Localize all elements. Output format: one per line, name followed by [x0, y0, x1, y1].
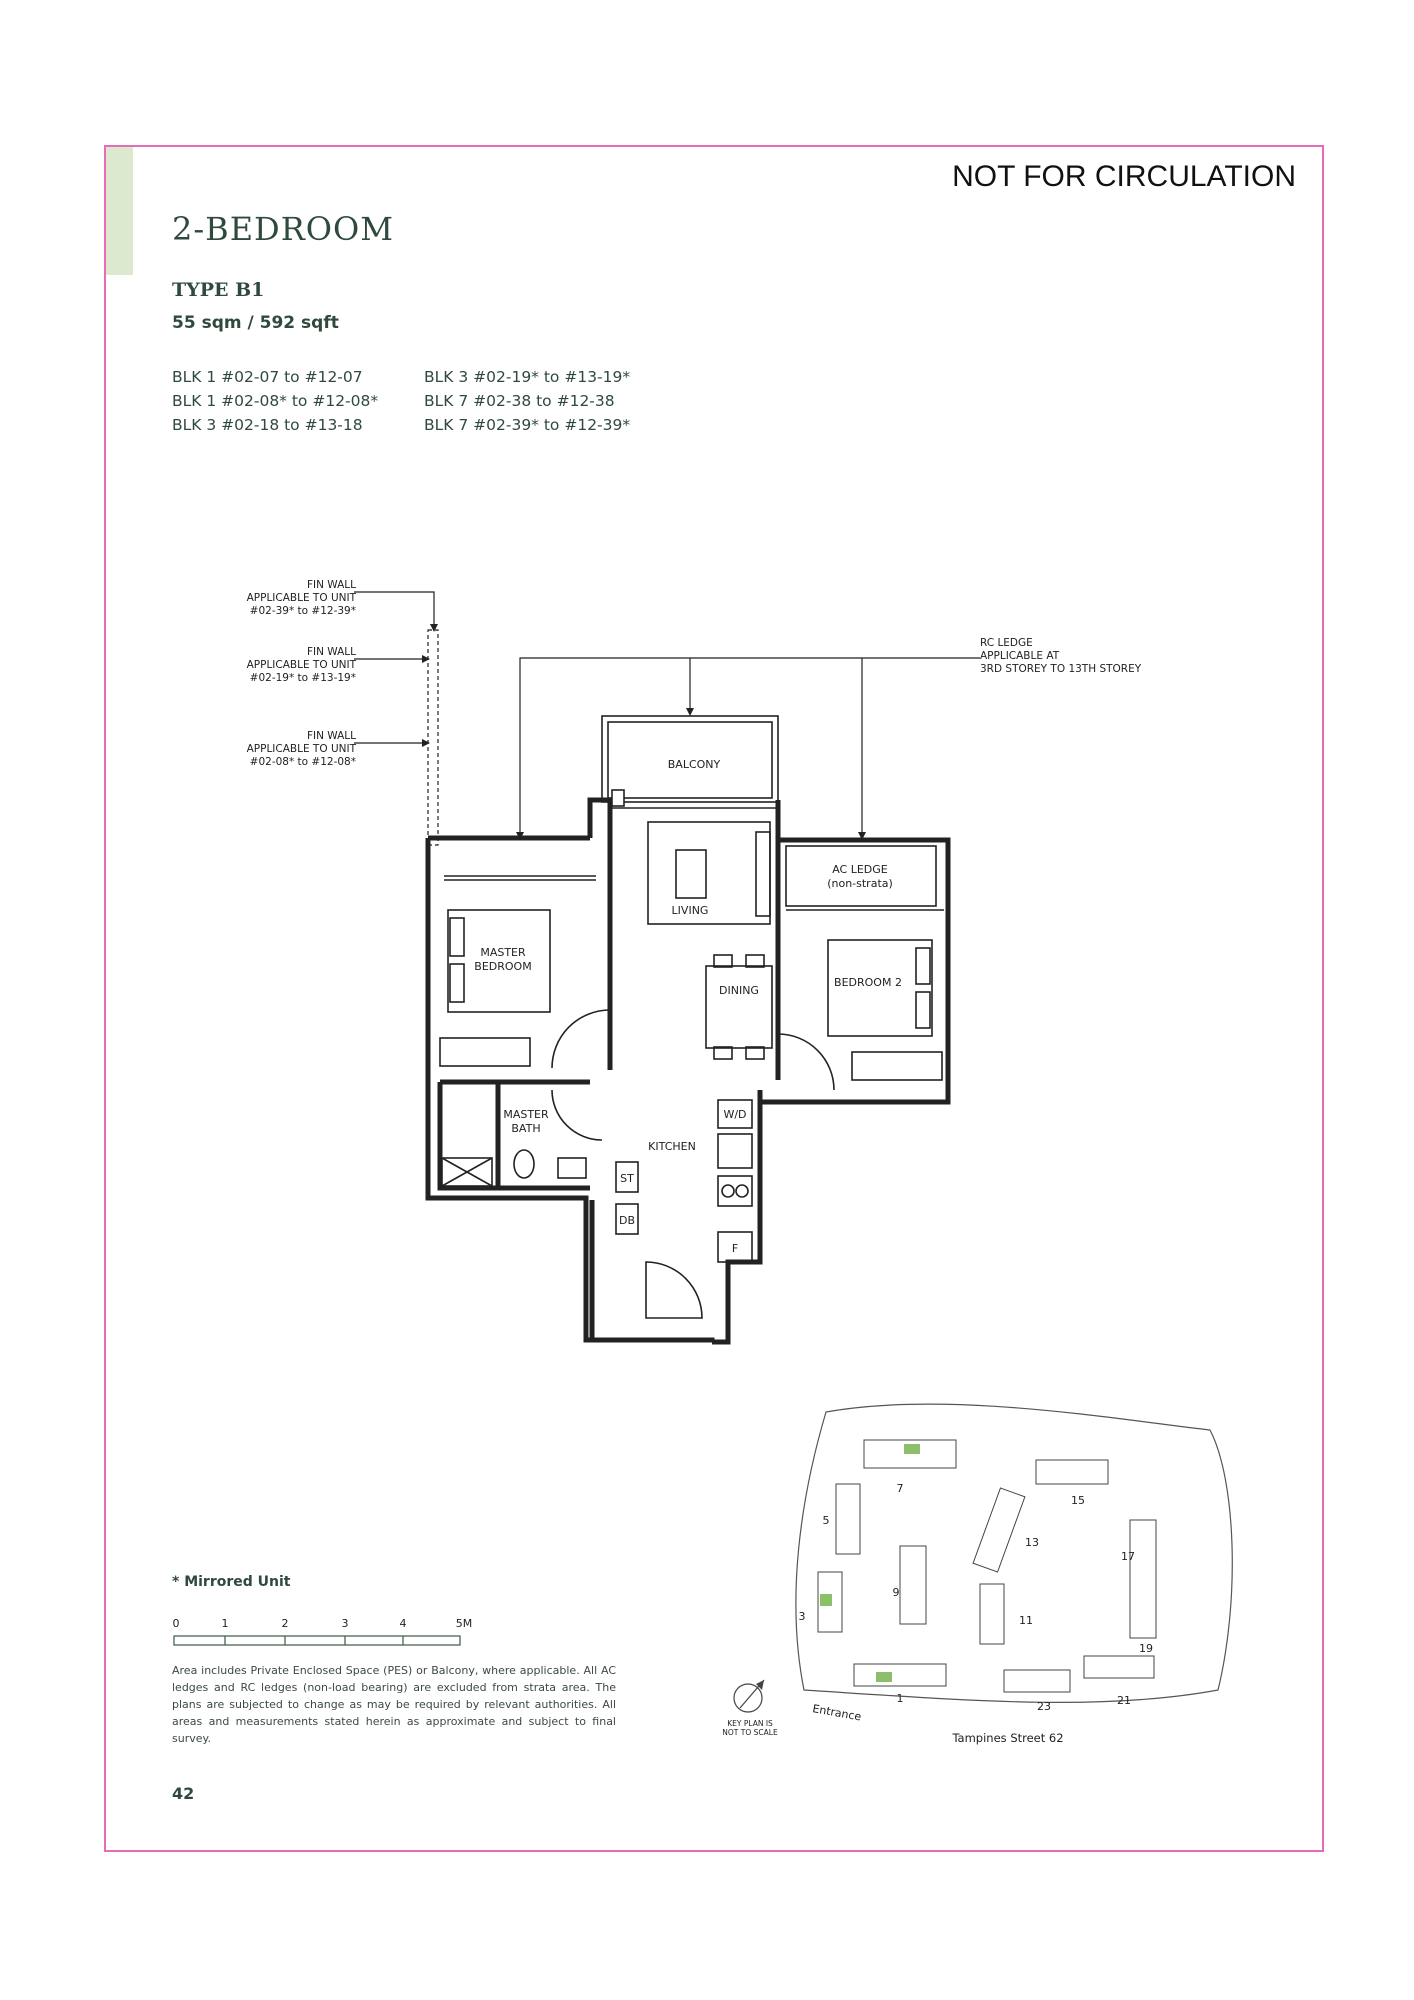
- block-number: 17: [1121, 1550, 1135, 1563]
- block-outline: [973, 1488, 1025, 1572]
- scale-bar: [173, 1617, 473, 1645]
- scale-label: 3: [341, 1617, 349, 1630]
- dining-table-icon: [706, 966, 772, 1048]
- room-label-master-bedroom: MASTER: [480, 946, 526, 959]
- block-outline: [1004, 1670, 1070, 1692]
- room-label-master-bedroom: BEDROOM: [474, 960, 532, 973]
- rc-ledge-line: APPLICABLE AT: [980, 650, 1060, 662]
- north-arrow-icon: [734, 1680, 764, 1712]
- block-outline: [836, 1484, 860, 1554]
- block-number: 11: [1019, 1614, 1033, 1627]
- room-label-master-bath: BATH: [511, 1122, 541, 1135]
- room-label-balcony: BALCONY: [667, 758, 721, 771]
- fin-wall-label: FIN WALL: [306, 579, 356, 591]
- block-number: 5: [822, 1514, 830, 1527]
- entrance-label: Entrance: [811, 1702, 863, 1724]
- room-label-bedroom2: BEDROOM 2: [834, 976, 902, 989]
- key-plan-note: [722, 1719, 778, 1737]
- scale-label: 0: [172, 1617, 180, 1630]
- door-swing: [552, 1010, 610, 1068]
- label-db: DB: [618, 1214, 636, 1227]
- fin-wall-label: APPLICABLE TO UNIT: [246, 659, 356, 671]
- fin-wall-leaders: [354, 592, 438, 845]
- coffee-table-icon: [676, 850, 706, 898]
- unit-category-title: 2-BEDROOM: [172, 210, 395, 248]
- room-label-kitchen: KITCHEN: [648, 1140, 696, 1153]
- block-number: 21: [1117, 1694, 1131, 1707]
- highlight-unit: [820, 1594, 832, 1606]
- unit-area: 55 sqm / 592 sqft: [172, 313, 339, 333]
- label-f: F: [731, 1242, 739, 1255]
- block-outline: [900, 1546, 926, 1624]
- toilet-icon: [514, 1150, 534, 1178]
- fin-wall-label: FIN WALL: [306, 646, 356, 658]
- scale-label: 5M: [455, 1617, 473, 1630]
- page-number: 42: [172, 1784, 195, 1803]
- block-number: 23: [1037, 1700, 1051, 1713]
- mirrored-unit-note: * Mirrored Unit: [172, 1574, 291, 1590]
- entrance-door: [646, 1262, 702, 1318]
- fin-wall-label: #02-19* to #13-19*: [249, 672, 356, 684]
- disclaimer: Area includes Private Enclosed Space (PES) or Balcony, where applicable. All AC ledges and RC ledges (non-load bearing) are excluded from strata area. The plans are subjected to change as may be required by relevant authorities. All areas and measurements stated herein as approximate and subject to final survey.: [172, 1664, 616, 1745]
- room-label-ac-ledge: (non-strata): [827, 877, 893, 890]
- fin-wall-label: #02-39* to #12-39*: [249, 605, 356, 617]
- block-number: 7: [896, 1482, 904, 1495]
- key-plan: [722, 1404, 1232, 1745]
- watermark: NOT FOR CIRCULATION: [952, 160, 1296, 193]
- unit-type: TYPE B1: [172, 279, 265, 301]
- fin-wall-label: FIN WALL: [306, 730, 356, 742]
- block-number: 3: [798, 1610, 806, 1623]
- label-st: ST: [620, 1172, 634, 1185]
- sofa-icon: [648, 822, 770, 924]
- block-number: 9: [892, 1586, 900, 1599]
- unit-entry: BLK 1 #02-07 to #12-07: [172, 368, 363, 386]
- block-outline: [854, 1664, 946, 1686]
- scale-label: 4: [399, 1617, 407, 1630]
- block-number: 15: [1071, 1494, 1085, 1507]
- key-plan-note-line: KEY PLAN IS: [727, 1719, 773, 1728]
- wardrobe2-icon: [852, 1052, 942, 1080]
- unit-entry: BLK 3 #02-18 to #13-18: [172, 416, 363, 434]
- rc-ledge-line: RC LEDGE: [980, 637, 1033, 649]
- scale-label: 1: [221, 1617, 229, 1630]
- door-swing: [552, 1090, 602, 1140]
- ac-ledge-outline: [786, 846, 936, 906]
- scale-label: 2: [281, 1617, 289, 1630]
- door-swing: [778, 1034, 834, 1090]
- room-label-ac-ledge: AC LEDGE: [832, 863, 888, 876]
- rc-ledge-line: 3RD STOREY TO 13TH STOREY: [980, 663, 1142, 675]
- unit-entry: BLK 1 #02-08* to #12-08*: [172, 392, 379, 410]
- room-label-master-bath: MASTER: [503, 1108, 549, 1121]
- block-outline: [1084, 1656, 1154, 1678]
- block-outline: [1130, 1520, 1156, 1638]
- fin-wall-label: #02-08* to #12-08*: [249, 756, 356, 768]
- highlight-unit: [876, 1672, 892, 1682]
- room-label-dining: DINING: [719, 984, 759, 997]
- unit-entry: BLK 7 #02-38 to #12-38: [424, 392, 615, 410]
- site-boundary: [796, 1404, 1232, 1702]
- highlight-unit: [904, 1444, 920, 1454]
- block-outline: [1036, 1460, 1108, 1484]
- hob-icon: [718, 1176, 752, 1206]
- unit-entry: BLK 3 #02-19* to #13-19*: [424, 368, 631, 386]
- wardrobe-icon: [440, 1038, 530, 1066]
- fin-wall-label: APPLICABLE TO UNIT: [246, 743, 356, 755]
- street-label: Tampines Street 62: [952, 1731, 1064, 1745]
- room-labels: [474, 758, 902, 1255]
- fin-wall-label: APPLICABLE TO UNIT: [246, 592, 356, 604]
- block-number: 1: [896, 1692, 904, 1705]
- block-number: 13: [1025, 1536, 1039, 1549]
- sink-icon: [718, 1134, 752, 1168]
- fin-wall-labels: [247, 579, 357, 768]
- basin-icon: [558, 1158, 586, 1178]
- rc-ledge-label: [980, 637, 1142, 675]
- block-number: 19: [1139, 1642, 1153, 1655]
- label-wd: W/D: [723, 1108, 747, 1121]
- key-plan-note-line: NOT TO SCALE: [722, 1728, 778, 1737]
- block-outline: [980, 1584, 1004, 1644]
- room-label-living: LIVING: [671, 904, 709, 917]
- unit-entry: BLK 7 #02-39* to #12-39*: [424, 416, 631, 434]
